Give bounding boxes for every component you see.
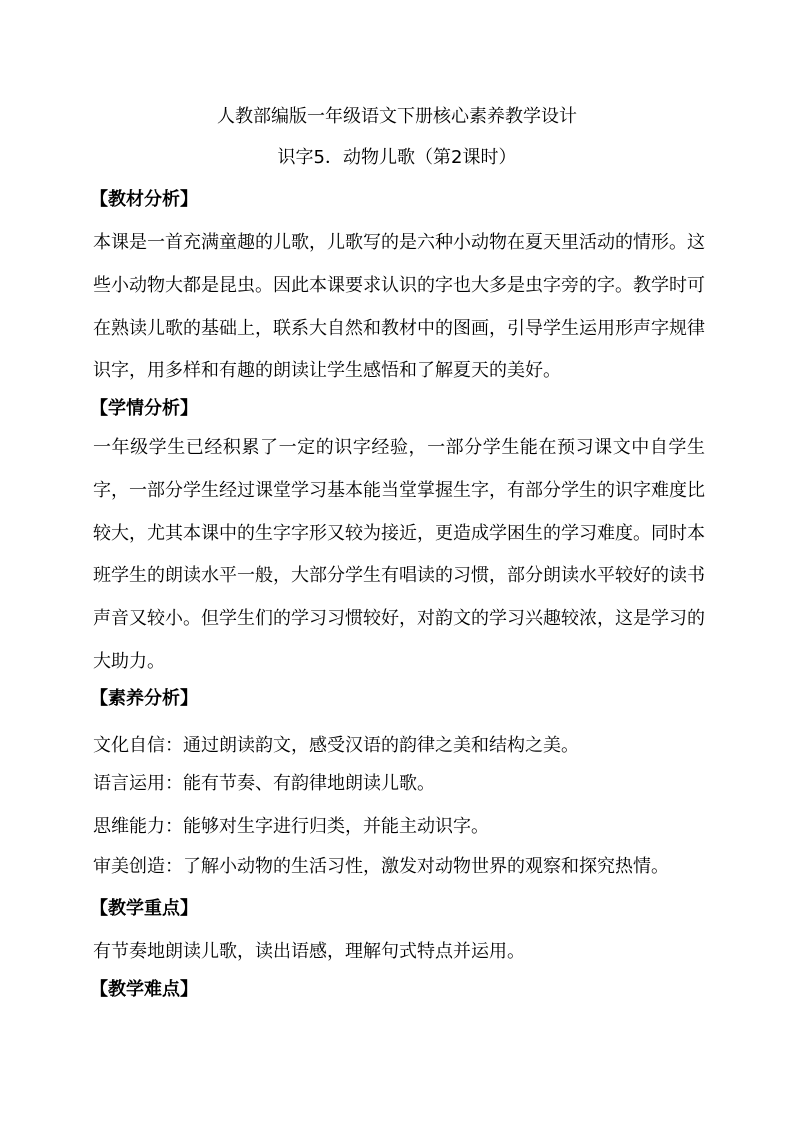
section-text-students: 一年级学生已经积累了一定的识字经验，一部分学生能在预习课文中自学生字，一部分学生经过课堂学习基本能当堂掌握生字，有部分学生的识字难度比较大，尤其本课中的生字字形又较为接近，更造成学困生的学习难度。同时本班学生的朗读水平一般，大部分学生有唱读的习惯，部分朗读水平较好的读书声音又较小。但学生们的学习习惯较好，对韵文的学习兴趣较浓，这是学习的大助力。 (93, 437, 705, 672)
section-heading-literacy: 【素养分析】 (90, 688, 198, 709)
literacy-item-aesthetic: 审美创造：了解小动物的生活习性，激发对动物世界的观察和探究热情。 (93, 856, 669, 877)
literacy-item-thinking: 思维能力：能够对生字进行归类，并能主动识字。 (93, 816, 489, 837)
section-heading-material: 【教材分析】 (90, 189, 198, 210)
section-text-material: 本课是一首充满童趣的儿歌，儿歌写的是六种小动物在夏天里活动的情形。这些小动物大都是昆虫。因此本课要求认识的字也大多是虫字旁的字。教学时可在熟读儿歌的基础上，联系大自然和教材中的图画，引导学生运用形声字规律识字，用多样和有趣的朗读让学生感悟和了解夏天的美好。 (93, 232, 705, 382)
section-text-key-points: 有节奏地朗读儿歌，读出语感，理解句式特点并运用。 (93, 941, 525, 962)
section-heading-students: 【学情分析】 (90, 398, 198, 419)
literacy-item-culture: 文化自信：通过朗读韵文，感受汉语的韵律之美和结构之美。 (93, 735, 579, 756)
document-subtitle: 识字5．动物儿歌（第2课时） (277, 147, 517, 168)
section-heading-key-points: 【教学重点】 (90, 898, 198, 919)
document-title: 人教部编版一年级语文下册核心素养教学设计 (217, 106, 577, 127)
literacy-item-language: 语言运用：能有节奏、有韵律地朗读儿歌。 (93, 773, 435, 794)
section-heading-difficulties: 【教学难点】 (90, 979, 198, 1000)
